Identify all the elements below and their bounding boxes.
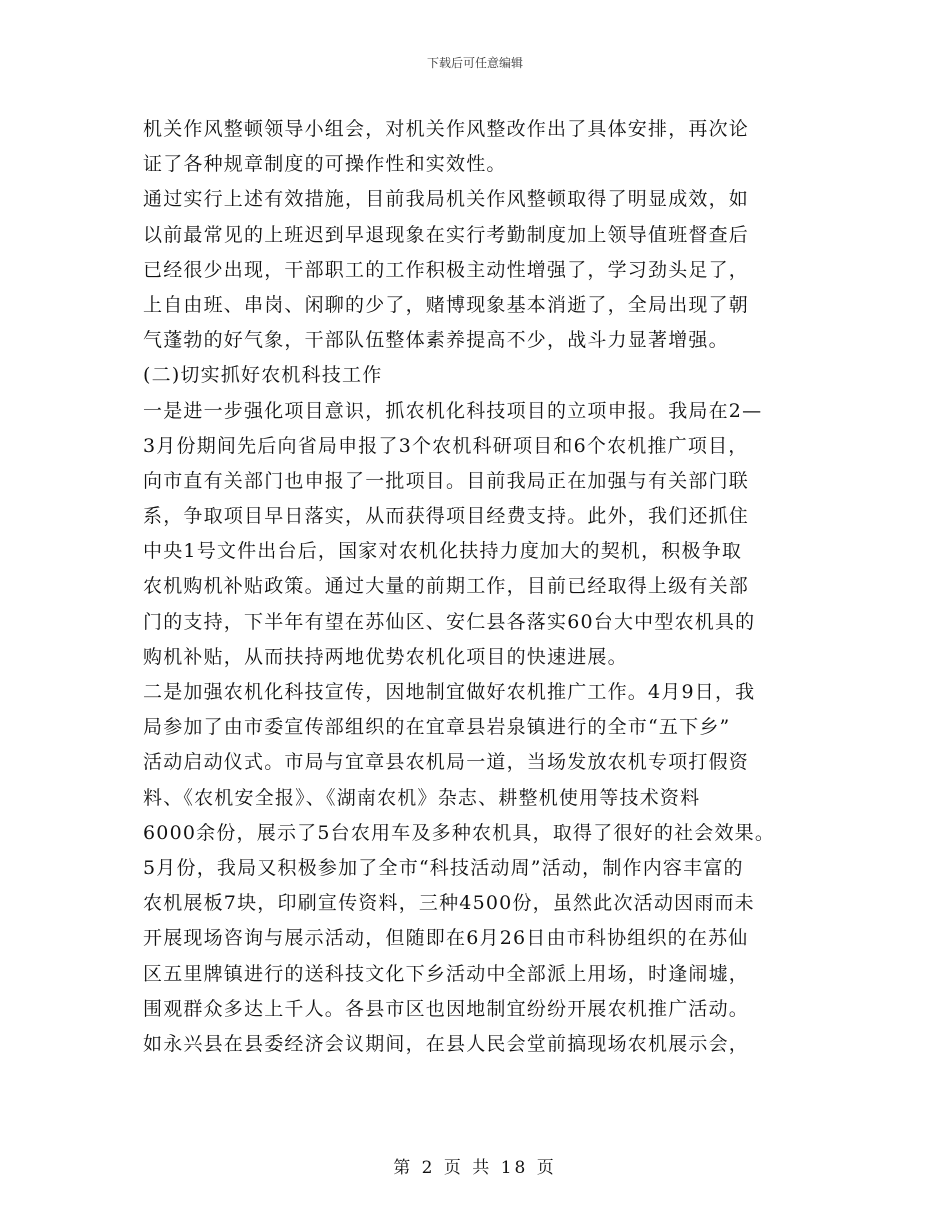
text-line: 以前最常见的上班迟到早退现象在实行考勤制度加上领导值班督查后 (143, 223, 750, 246)
text-line: 系，争取项目早日落实，从而获得项目经费支持。此外，我们还抓住 (143, 505, 750, 528)
text-line: 料、《农机安全报》、《湖南农机》杂志、耕整机使用等技术资料 (143, 786, 701, 809)
text-line: 气蓬勃的好气象，干部队伍整体素养提高不少，战斗力显著增强。 (143, 329, 729, 352)
text-line: 5月份，我局又积极参加了全市“科技活动周”活动，制作内容丰富的 (143, 856, 744, 879)
page-header: 下载后可任意编辑 (426, 56, 523, 70)
text-line: 证了各种规章制度的可操作性和实效性。 (143, 153, 507, 176)
text-line: 农机展板7块，印刷宣传资料，三种4500份，虽然此次活动因雨而未 (143, 892, 755, 915)
text-line: 农机购机补贴政策。通过大量的前期工作，目前已经取得上级有关部 (143, 575, 750, 598)
text-line: 开展现场咨询与展示活动，但随即在6月26日由市科协组织的在苏仙 (143, 927, 749, 950)
text-line: 向市直有关部门也申报了一批项目。目前我局正在加强与有关部门联 (143, 469, 750, 492)
text-line: 局参加了由市委宣传部组织的在宜章县岩泉镇进行的全市“五下乡” (143, 716, 731, 739)
text-line: 区五里牌镇进行的送科技文化下乡活动中全部派上用场，时逢闹墟， (143, 962, 750, 985)
page-footer: 第 2 页 共 18 页 (393, 1158, 557, 1178)
text-line: 二是加强农机化科技宣传，因地制宜做好农机推广工作。4月9日，我 (143, 681, 756, 703)
text-line: 围观群众多达上千人。各县市区也因地制宜纷纷开展农机推广活动。 (143, 997, 750, 1020)
document-body (143, 112, 818, 1062)
text-line: 3月份期间先后向省局申报了3个农机科研项目和6个农机推广项目， (143, 434, 749, 457)
text-line: 上自由班、串岗、闲聊的少了，赌博现象基本消逝了，全局出现了朝 (143, 293, 750, 316)
text-line: 如永兴县在县委经济会议期间，在县人民会堂前搞现场农机展示会， (143, 1032, 750, 1055)
text-line: 中央1号文件出台后，国家对农机化扶持力度加大的契机，积极争取 (143, 540, 743, 563)
text-line: 通过实行上述有效措施，目前我局机关作风整顿取得了明显成效，如 (143, 188, 750, 211)
text-line: 机关作风整顿领导小组会，对机关作风整改作出了具体安排，再次论 (143, 118, 750, 140)
text-line: 活动启动仪式。市局与宜章县农机局一道，当场发放农机专项打假资 (143, 751, 750, 774)
text-line: 6000余份，展示了5台农用车及多种农机具，取得了很好的社会效果。 (143, 821, 776, 844)
section-heading: (二)切实抓好农机科技工作 (143, 364, 383, 387)
text-line: 一是进一步强化项目意识，抓农机化科技项目的立项申报。我局在2— (143, 399, 763, 422)
text-line: 购机补贴，从而扶持两地优势农机化项目的快速进展。 (143, 645, 628, 668)
text-line: 已经很少出现，干部职工的工作积极主动性增强了，学习劲头足了， (143, 258, 750, 281)
text-line: 门的支持，下半年有望在苏仙区、安仁县各落实60台大中型农机具的 (143, 610, 756, 633)
